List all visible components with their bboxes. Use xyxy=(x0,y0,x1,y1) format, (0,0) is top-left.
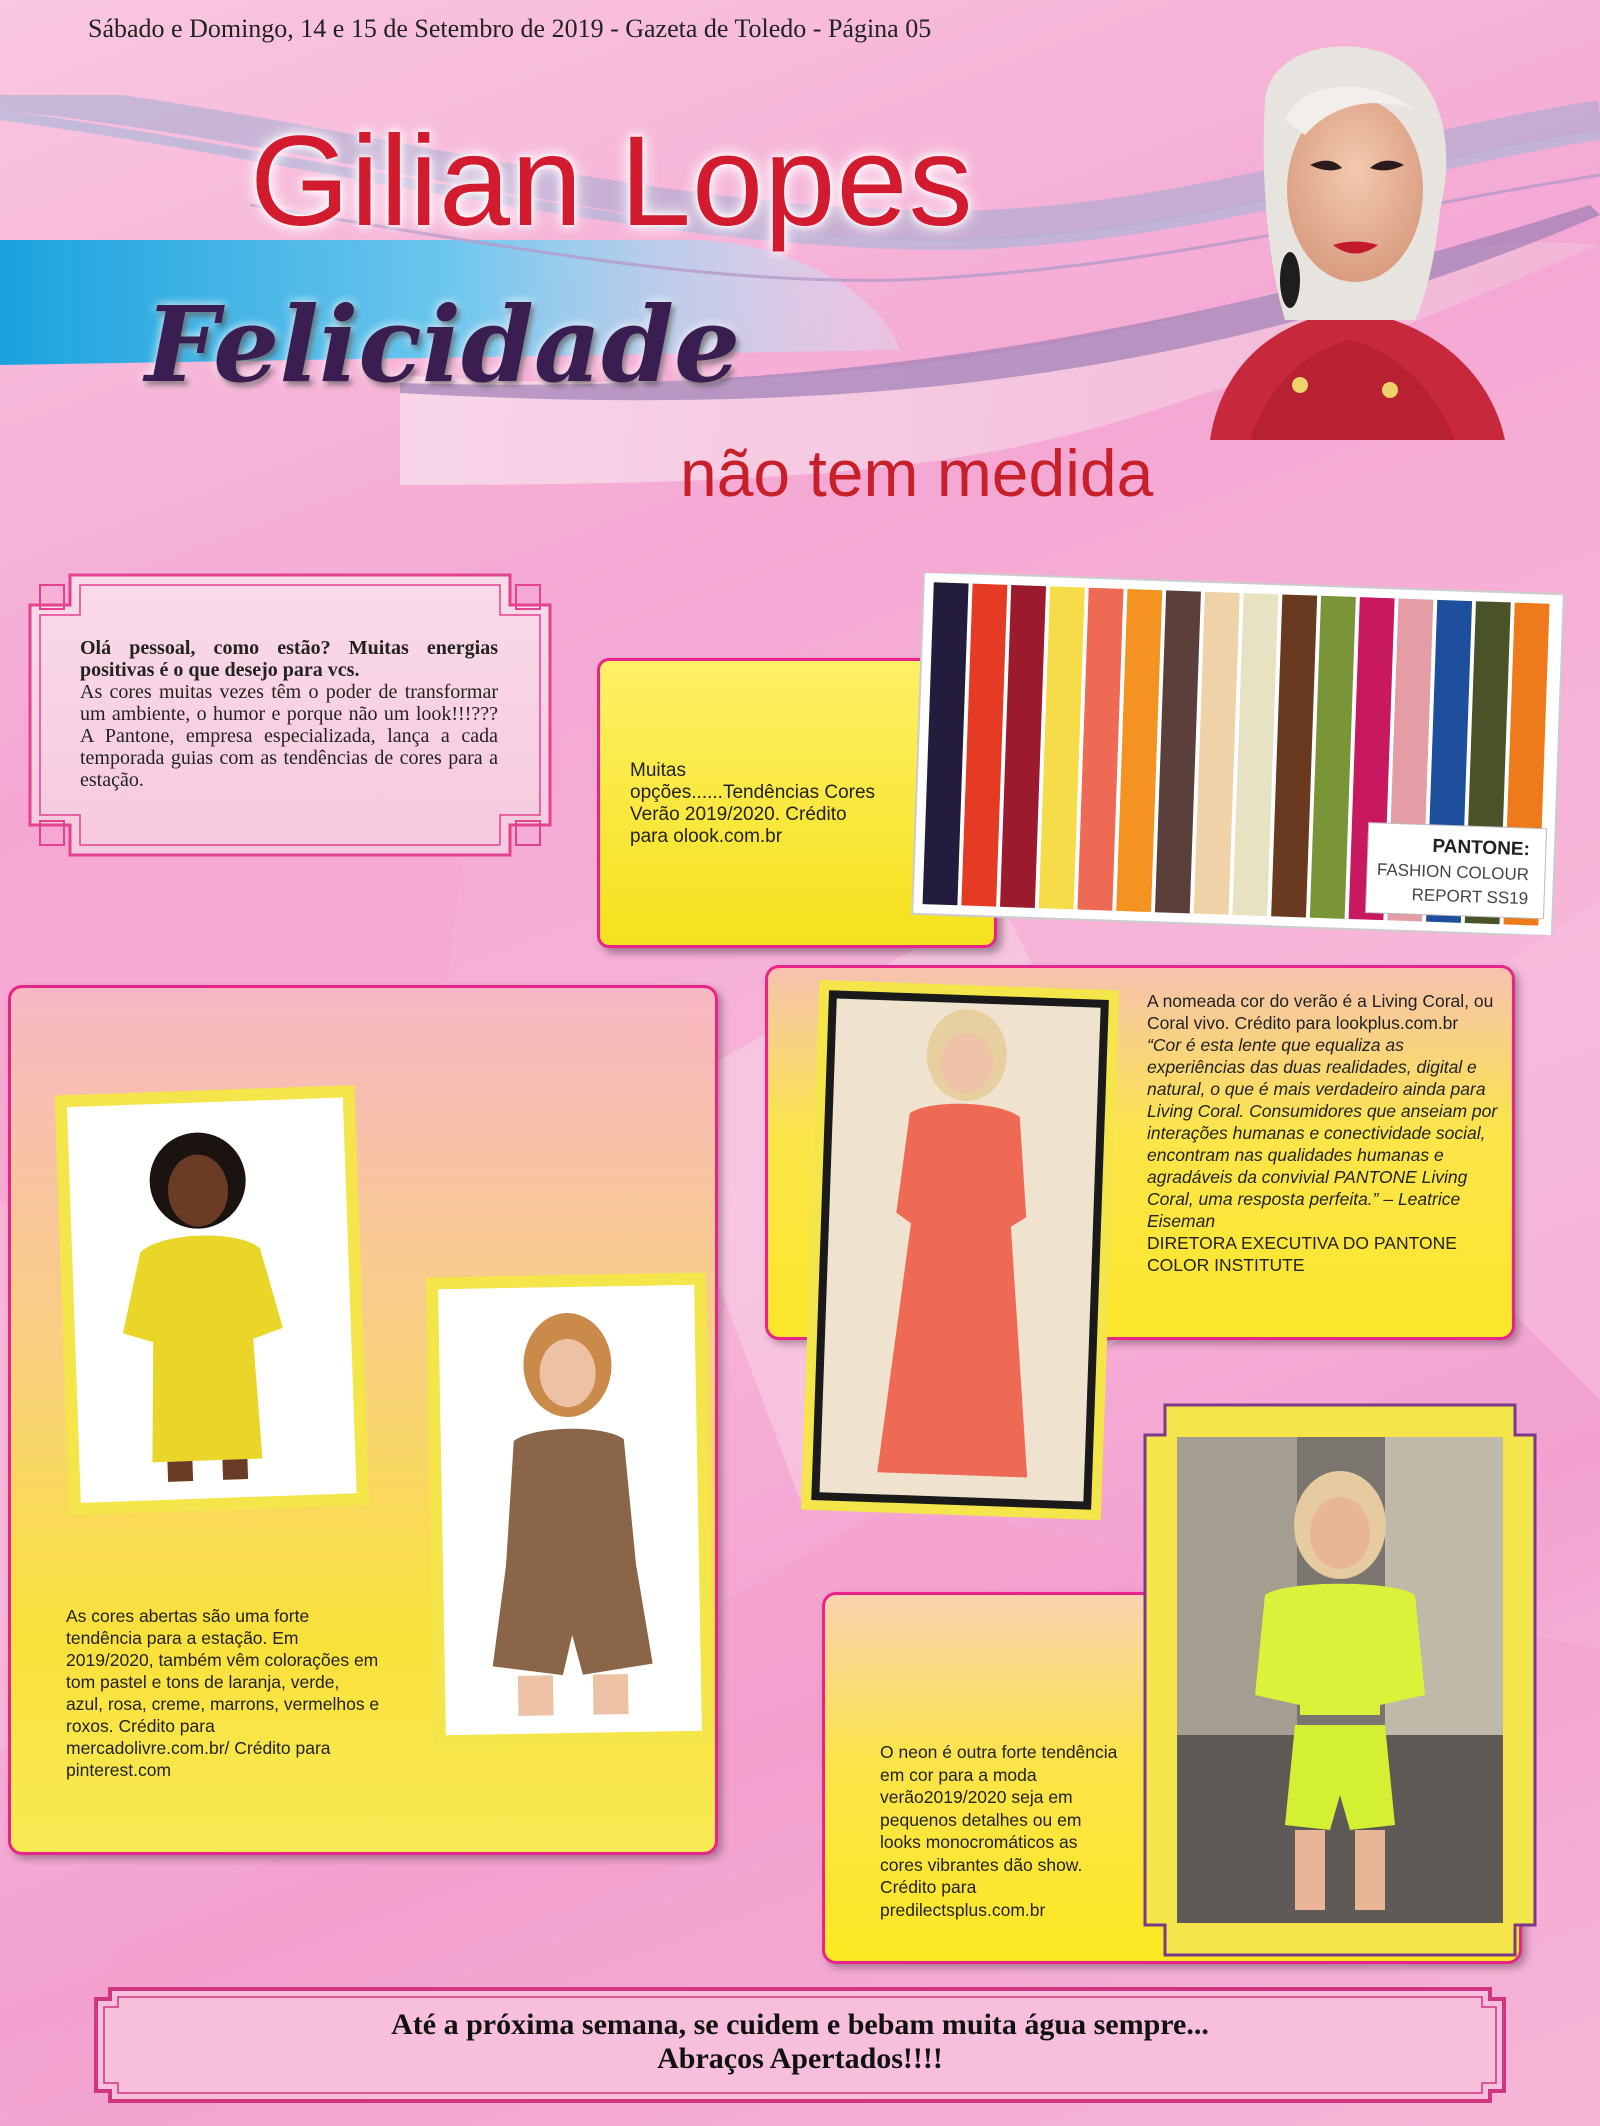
pantone-label-line1: FASHION COLOUR xyxy=(1376,859,1530,885)
left-article-text: As cores abertas são uma forte tendência para a estação. Em 2019/2020, também vêm colorações em tom pastel e tons de laranja, verde, azul, rosa, creme, marrons, vermelhos e roxos. Crédito para mercadolivre.com.br/ Crédito para pinterest.com xyxy=(66,1606,380,1780)
page-header: Sábado e Domingo, 14 e 15 de Setembro de 2019 - Gazeta de Toledo - Página 05 xyxy=(88,14,932,43)
pantone-label-title: PANTONE: xyxy=(1432,835,1531,861)
coral-intro: A nomeada cor do verão é a Living Coral, ou Coral vivo. Crédito para lookplus.com.br xyxy=(1147,991,1494,1033)
coral-quote-role: DIRETORA EXECUTIVA DO PANTONE COLOR INSTITUTE xyxy=(1147,1233,1457,1275)
coral-dress-photo xyxy=(800,975,1120,1530)
intro-greeting: Olá pessoal, como estão? Muitas energias positivas é o que desejo para vcs. xyxy=(80,637,498,681)
intro-text xyxy=(80,637,498,791)
pantone-color-palette xyxy=(903,573,1573,935)
coral-quote: “Cor é esta lente que equaliza as experiências das duas realidades, digital e natural, o que é mais verdadeiro ainda para Living Coral. Consumidores que anseiam por interações humanas e conectividade social, encontram nas qualidades humanas e agradáveis da convivial PANTONE Living Coral, uma resposta perfeita.” – Leatrice Eiseman xyxy=(1147,1035,1498,1231)
coral-article-text xyxy=(1147,990,1499,1276)
footer-line-1: Até a próxima semana, se cuidem e bebam muita água sempre... xyxy=(391,2008,1209,2041)
footer-line-2: Abraços Apertados!!!! xyxy=(657,2042,943,2075)
pantone-label-line2: REPORT SS19 xyxy=(1411,885,1529,909)
intro-body: As cores muitas vezes têm o poder de transformar um ambiente, o humor e porque não um look!!!??? A Pantone, empresa especializada, lança a cada temporada guias com as tendências de cores para a estação. xyxy=(80,681,498,791)
columnist-photo xyxy=(1190,40,1520,440)
column-title-script: Felicidade xyxy=(145,283,741,406)
neon-article-text: O neon é outra forte tendência em cor para a moda verão2019/2020 seja em pequenos detalhes ou em looks monocromáticos as cores vibrantes dão show. Crédito para predilectsplus.com.br xyxy=(880,1742,1118,1920)
columnist-name-title: Gilian Lopes xyxy=(250,110,974,253)
yellow-dress-photo xyxy=(52,1080,382,1530)
footer-text xyxy=(90,2008,1510,2076)
column-subtitle: não tem medida xyxy=(680,436,1154,510)
brown-jumpsuit-photo xyxy=(420,1265,720,1755)
palette-caption: Muitas opções......Tendências Cores Verão 2019/2020. Crédito para olook.com.br xyxy=(630,760,876,847)
neon-outfit-photo xyxy=(1135,1395,1545,1965)
